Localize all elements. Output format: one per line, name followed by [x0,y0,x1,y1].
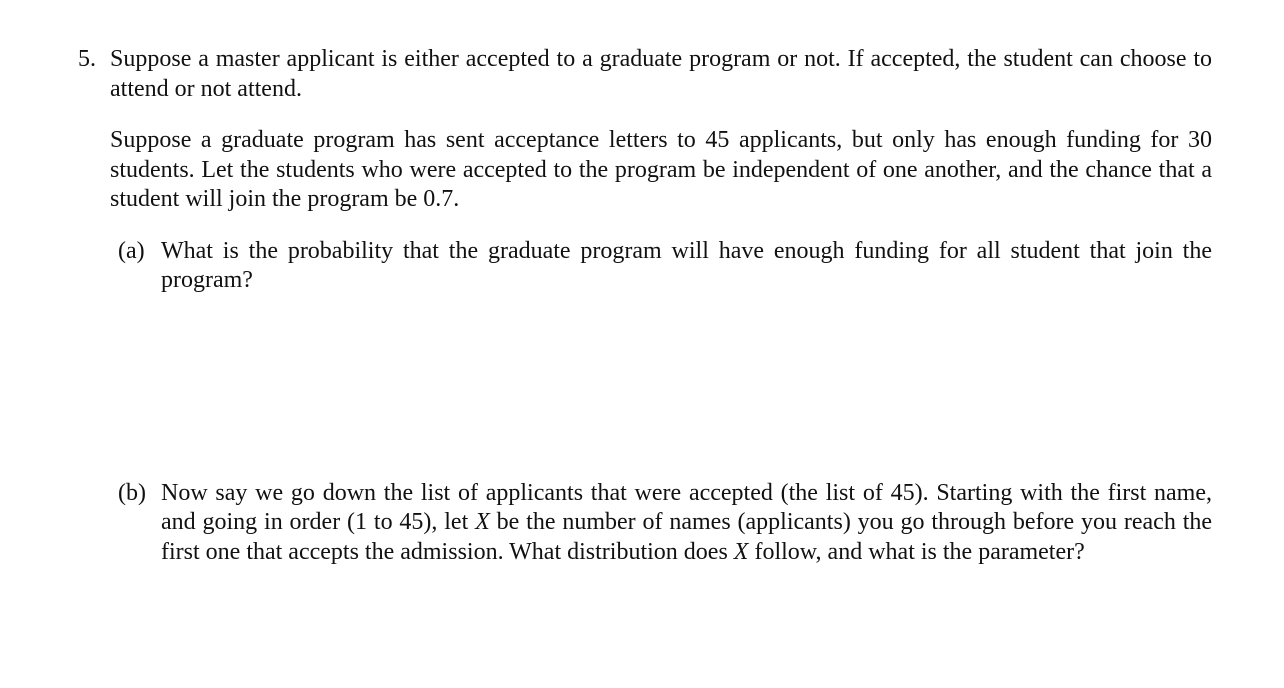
variable-x: X [475,509,490,535]
problem-parts [118,237,1212,568]
part-b-text-1: Now say we go down the list of applicants that were accepted (the list of 45). Starting with the first name, and going in order (1 to 45), let [161,479,1212,535]
part-a [118,237,1212,296]
part-b-text-2: be the number of names (applicants) you go through before you reach the first one that accepts the admission. What distribution does [161,509,1213,565]
problem-setup: Suppose a graduate program has sent acceptance letters to 45 applicants, but only has enough funding for 30 students. Let the students who were accepted to the program be independent of one another, and the chance that a student will join the program be 0.7. [110,127,1212,212]
part-b-label: (b) [118,479,146,506]
variable-x: X [733,538,749,565]
part-b-text-3: follow, and what is the parameter? [748,538,1085,565]
problem-5 [78,45,1212,567]
problem-body [110,45,1212,567]
part-a-label: (a) [118,237,145,264]
part-b [118,479,1212,568]
problem-number: 5. [78,46,96,72]
part-a-text: What is the probability that the graduate program will have enough funding for all student that join the program? [161,237,1212,293]
problem-intro: Suppose a master applicant is either accepted to a graduate program or not. If accepted, the student can choose to attend or not attend. [110,46,1212,102]
